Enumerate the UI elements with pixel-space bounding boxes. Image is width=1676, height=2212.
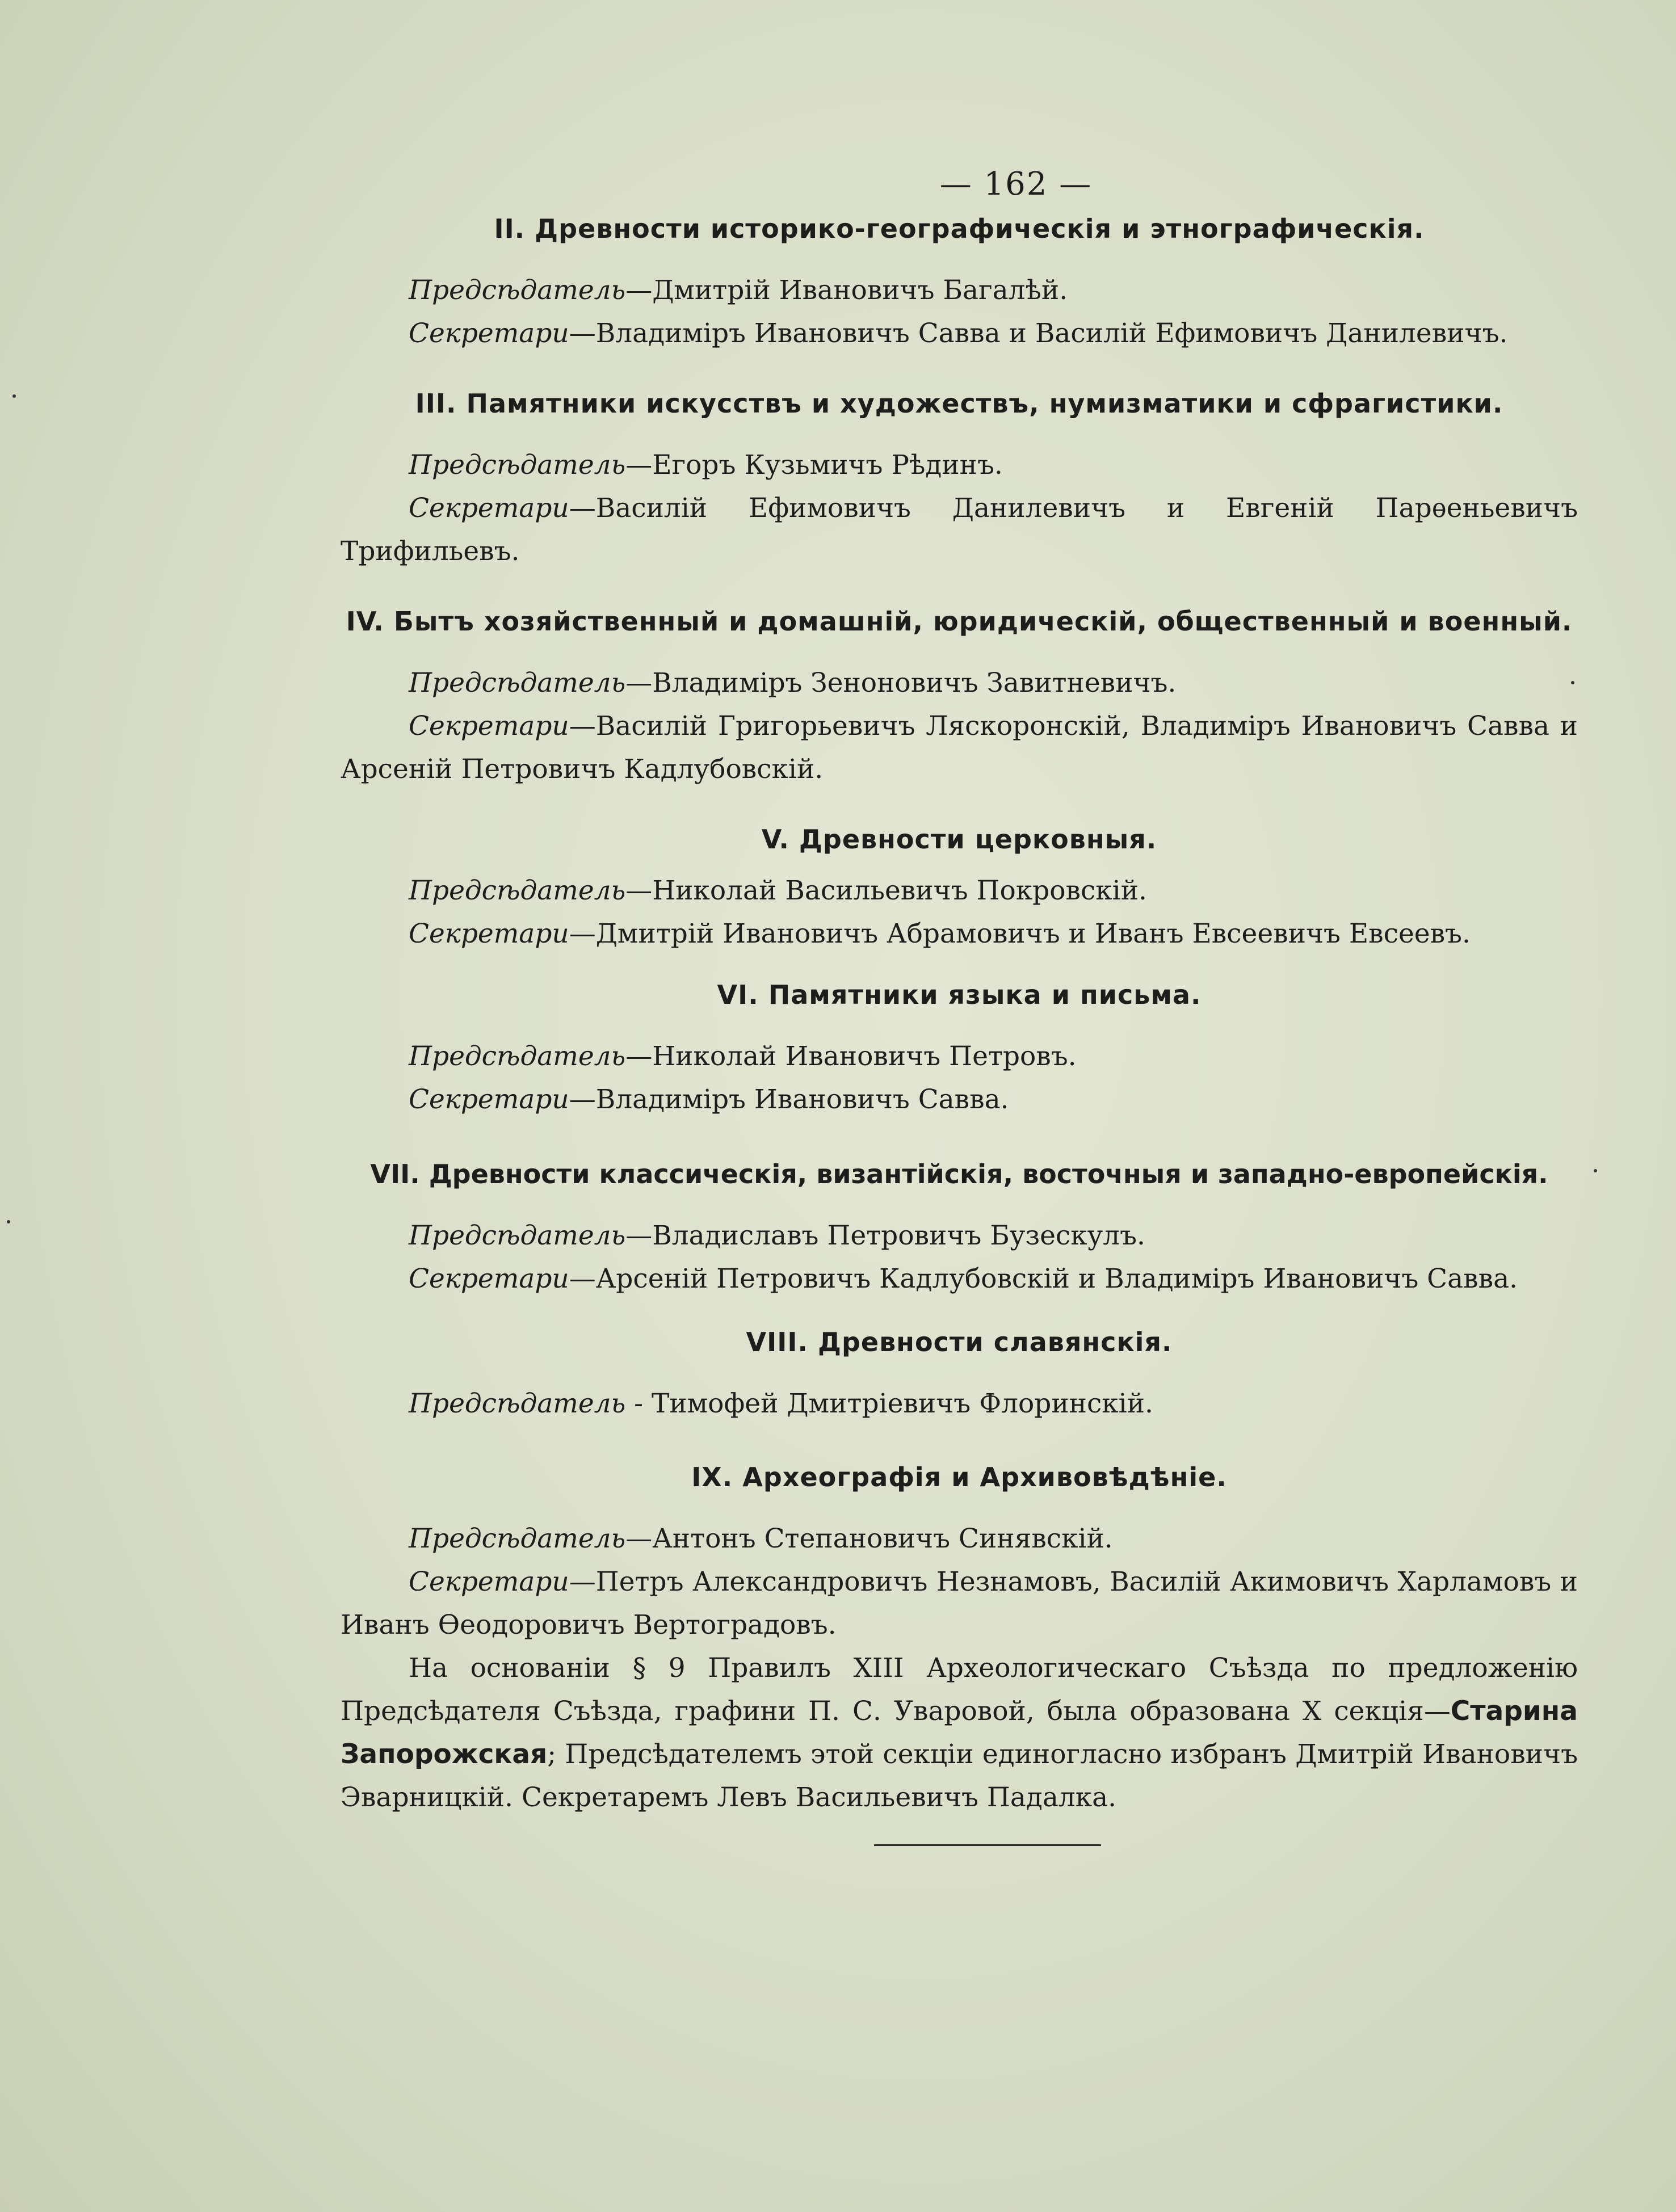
secretaries-line (341, 912, 1578, 956)
separator: — (625, 1041, 653, 1072)
section-iii (341, 385, 1578, 573)
section-viii (341, 1323, 1578, 1425)
role-label: Предсѣдатель (409, 875, 626, 906)
separator: — (569, 918, 596, 949)
person-names: Николай Васильевичъ Покровскій. (652, 875, 1147, 906)
role-label: Предсѣдатель (409, 667, 626, 699)
chairman-line (341, 662, 1578, 705)
secretaries-line (341, 487, 1578, 573)
chairman-line (341, 1517, 1578, 1561)
role-label: Секретари (409, 918, 569, 949)
separator: — (625, 667, 653, 699)
chairman-line (341, 1035, 1578, 1078)
separator: — (625, 1220, 653, 1251)
person-names: Антонъ Степановичъ Синявскій. (652, 1523, 1113, 1554)
person-names: Николай Ивановичъ Петровъ. (652, 1041, 1077, 1072)
person-names: Тимофей Дмитріевичъ Флоринскій. (651, 1388, 1153, 1419)
secretaries-line (341, 1258, 1578, 1301)
role-label: Секретари (409, 318, 569, 349)
separator: — (569, 318, 596, 349)
secretaries-line (341, 705, 1578, 791)
section-heading: IX. Археографія и Архивовѣдѣніе. (691, 1462, 1227, 1492)
section-ii (341, 210, 1578, 355)
separator: — (625, 875, 653, 906)
separator: — (625, 1523, 653, 1554)
closing-text-start: На основаніи § 9 Правилъ XIII Археологическаго Съѣзда по предложенію Предсѣдателя Съѣзда, графини П. С. Уваровой, была образована X секція— (341, 1652, 1578, 1727)
role-label: Секретари (409, 1566, 569, 1597)
role-label: Секретари (409, 1263, 569, 1294)
role-label: Предсѣдатель (409, 1523, 626, 1554)
separator: — (569, 1084, 596, 1115)
section-heading: II. Древности историко-географическія и этнографическія. (494, 213, 1425, 244)
role-label: Предсѣдатель (409, 275, 626, 306)
closing-paragraph (341, 1647, 1578, 1819)
person-names: Арсеній Петровичъ Кадлубовскій и Владиміръ Ивановичъ Савва. (595, 1263, 1518, 1294)
chairman-line (341, 444, 1578, 487)
separator: — (569, 1566, 596, 1597)
person-names: Егоръ Кузьмичъ Рѣдинъ. (652, 449, 1003, 481)
section-heading: VI. Памятники языка и письма. (717, 979, 1202, 1010)
chairman-line (341, 1382, 1578, 1425)
role-label: Предсѣдатель (409, 1220, 626, 1251)
separator: - (625, 1388, 652, 1419)
person-names: Василій Ефимовичъ Данилевичъ и Евгеній Парѳеньевичъ Трифильевъ. (341, 493, 1578, 567)
section-heading: IV. Бытъ хозяйственный и домашній, юридическій, общественный и военный. (346, 606, 1573, 637)
role-label: Предсѣдатель (409, 449, 626, 481)
person-names: Дмитрій Ивановичъ Абрамовичъ и Иванъ Евсеевичъ Евсеевъ. (595, 918, 1471, 949)
person-names: Владиславъ Петровичъ Бузескулъ. (652, 1220, 1145, 1251)
secretaries-line (341, 312, 1578, 355)
secretaries-line (341, 1078, 1578, 1121)
person-names: Владиміръ Ивановичъ Савва и Василій Ефимовичъ Данилевичъ. (595, 318, 1508, 349)
role-label: Предсѣдатель (409, 1388, 626, 1419)
speck (12, 394, 16, 398)
page-number: — 162 — (939, 166, 1093, 203)
person-names: Дмитрій Ивановичъ Багалѣй. (652, 275, 1068, 306)
speck (7, 1220, 10, 1223)
person-names: Василій Григорьевичъ Ляскоронскій, Владиміръ Ивановичъ Савва и Арсеній Петровичъ Кадлубовскій. (341, 710, 1578, 785)
separator: — (625, 275, 653, 306)
chairman-line (341, 869, 1578, 912)
section-vii (341, 1155, 1578, 1301)
role-label: Секретари (409, 493, 569, 524)
text-column (341, 159, 1578, 1846)
section-heading: VII. Древности классическія, византійскія, восточныя и западно-европейскія. (370, 1159, 1548, 1189)
section-v (341, 821, 1578, 956)
separator: — (625, 449, 653, 481)
role-label: Секретари (409, 710, 569, 742)
separator: — (569, 710, 596, 742)
person-names: Владиміръ Зеноновичъ Завитневичъ. (652, 667, 1177, 699)
chairman-line (341, 269, 1578, 312)
end-rule (874, 1844, 1101, 1846)
chairman-line (341, 1214, 1578, 1258)
separator: — (569, 493, 596, 524)
section-iv (341, 603, 1578, 791)
closing-text-end: ; Предсѣдателемъ этой секціи единогласно избранъ Дмитрій Ивановичъ Эварницкій. Секретаремъ Левъ Васильевичъ Падалка. (341, 1739, 1578, 1813)
secretaries-line (341, 1561, 1578, 1647)
role-label: Предсѣдатель (409, 1041, 626, 1072)
section-heading: III. Памятники искусствъ и художествъ, нумизматики и сфрагистики. (415, 388, 1503, 419)
section-x-title: Старина Запорожская (341, 1696, 1578, 1770)
role-label: Секретари (409, 1084, 569, 1115)
section-ix (341, 1458, 1578, 1647)
section-heading: VIII. Древности славянскія. (746, 1327, 1173, 1357)
section-vi (341, 976, 1578, 1121)
person-names: Владиміръ Ивановичъ Савва. (595, 1084, 1009, 1115)
separator: — (569, 1263, 596, 1294)
person-names: Петръ Александровичъ Незнамовъ, Василій Акимовичъ Харламовъ и Иванъ Ѳеодоровичъ Вертоградовъ. (341, 1566, 1578, 1641)
section-heading: V. Древности церковныя. (761, 824, 1157, 855)
